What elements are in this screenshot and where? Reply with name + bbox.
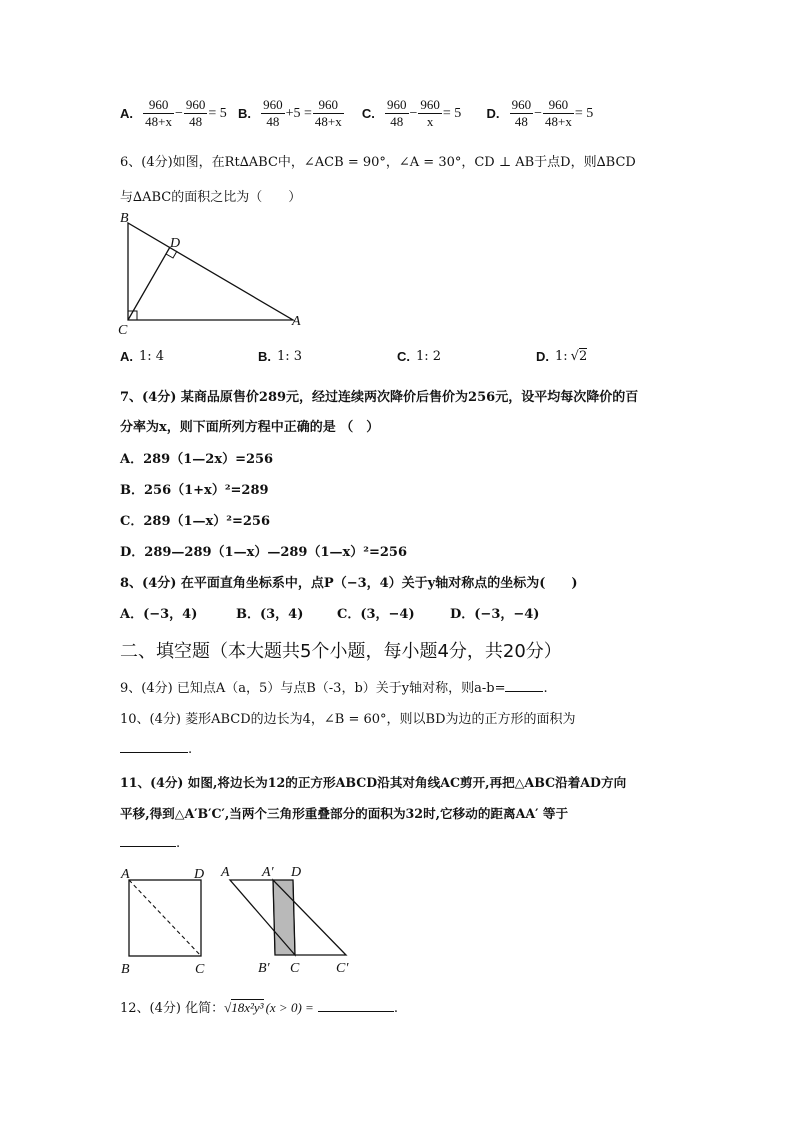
fraction: $\frac{960}{48+x}$ [314,97,342,129]
triangle-abc [128,223,293,320]
q7-line1: 7、(4分) 某商品原售价289元，经过连续两次降价后售价为256元，设平均每次降价的百 [120,390,639,405]
label-b: B [120,211,129,226]
q5-option-b: B. $\frac{960}{48}$ +5 = $\frac{960}{48+x}$ [237,97,342,129]
sqrt-radical: √2 [570,349,588,364]
label-c: C [290,961,300,976]
label-a: A [121,867,130,882]
answer-blank [120,832,176,847]
fraction: $\frac{960}{48+x}$ [145,97,172,129]
q6-option-a: A. 1: 4 [120,349,165,364]
q8-option-b: B．(3，4) [236,607,304,622]
q5-option-a: A. $\frac{960}{48+x}$ − $\frac{960}{48}$ = 5 [120,97,227,129]
fraction: $\frac{960}{x}$ [420,97,440,129]
q6-option-c: C. 1: 2 [397,349,442,364]
q6-option-d: D. 1: √2 [536,349,588,364]
q11-line1: 11、(4分) 如图,将边长为12的正方形ABCD沿其对角线AC剪开,再把△ABC沿着AD方向 [120,775,627,790]
q11-translation-figure [218,856,368,980]
q8-line1: 8、(4分) 在平面直角坐标系中，点P（−3，4）关于y轴对称点的坐标为( ) [120,576,578,591]
fraction: $\frac{960}{48}$ [387,97,407,129]
label-c: C [118,323,128,338]
q8-option-c: C．(3，−4) [337,607,415,622]
q11-line2: 平移,得到△A′B′C′,当两个三角形重叠部分的面积为32时,它移动的距离AA′ 等于 [120,806,569,821]
q7-option-d: D．289—289（1—x）—289（1—x）²=256 [120,545,407,560]
fraction: $\frac{960}{48+x}$ [545,97,572,129]
label-d: D [170,236,181,251]
label-d: D [291,865,302,880]
q10-line1: 10、(4分) 菱形ABCD的边长为4，∠B = 60°，则以BD为边的正方形的面积为 [120,712,576,727]
label-a: A [221,865,230,880]
label-d: D [194,867,205,882]
fraction: $\frac{960}{48}$ [511,97,532,129]
label-c-prime: C′ [336,961,349,976]
section-title: 二、填空题（本大题共5个小题，每小题4分，共20分） [120,641,562,662]
q7-option-c: C．289（1—x）²=256 [120,514,271,529]
q7-option-b: B．256（1+x）²=289 [120,483,269,498]
q9-line: 9、(4分) 已知点A（a，5）与点B（-3，b）关于y轴对称，则a-b= . [120,677,548,696]
q7-option-a: A．289（1—2x）=256 [120,452,274,467]
q6-line1: 6、(4分)如图，在Rt∆ABC中，∠ACB = 90°，∠A = 30°，CD ⊥ AB于点D，则∆BCD [120,155,636,170]
q10-line2: . [120,738,192,757]
answer-blank [318,997,394,1012]
q6-line2: 与∆ABC的面积之比为（ ） [120,190,302,205]
diagonal-ac [129,880,201,956]
q6-triangle-figure [110,205,310,340]
q5-options-row [120,97,594,130]
q11-line3: . [120,832,180,851]
answer-blank [505,677,543,692]
fraction: $\frac{960}{48}$ [263,97,283,129]
altitude-cd [128,247,170,320]
label-a: A [292,314,301,329]
q8-option-a: A．(−3，4) [120,607,198,622]
label-b-prime: B′ [258,961,270,976]
label-a-prime: A′ [262,865,274,880]
fraction: $\frac{960}{48}$ [185,97,206,129]
q6-option-b: B. 1: 3 [258,349,303,364]
q5-option-c: C. $\frac{960}{48}$ − $\frac{960}{x}$ = 5 [361,97,462,129]
sqrt-radical: √18x²y³ [224,1000,264,1015]
q11-square-figure [112,860,222,978]
q5-option-d: D. $\frac{960}{48}$ − $\frac{960}{48+x}$ = 5 [486,97,594,129]
q7-line2: 分率为x，则下面所列方程中正确的是 （ ） [120,420,380,435]
q8-option-d: D．(−3，−4) [450,607,540,622]
label-c: C [195,962,205,977]
answer-blank [120,738,188,753]
q12-line: 12、(4分) 化简：√18x²y³ (x > 0) = . [120,997,398,1016]
label-b: B [121,962,130,977]
